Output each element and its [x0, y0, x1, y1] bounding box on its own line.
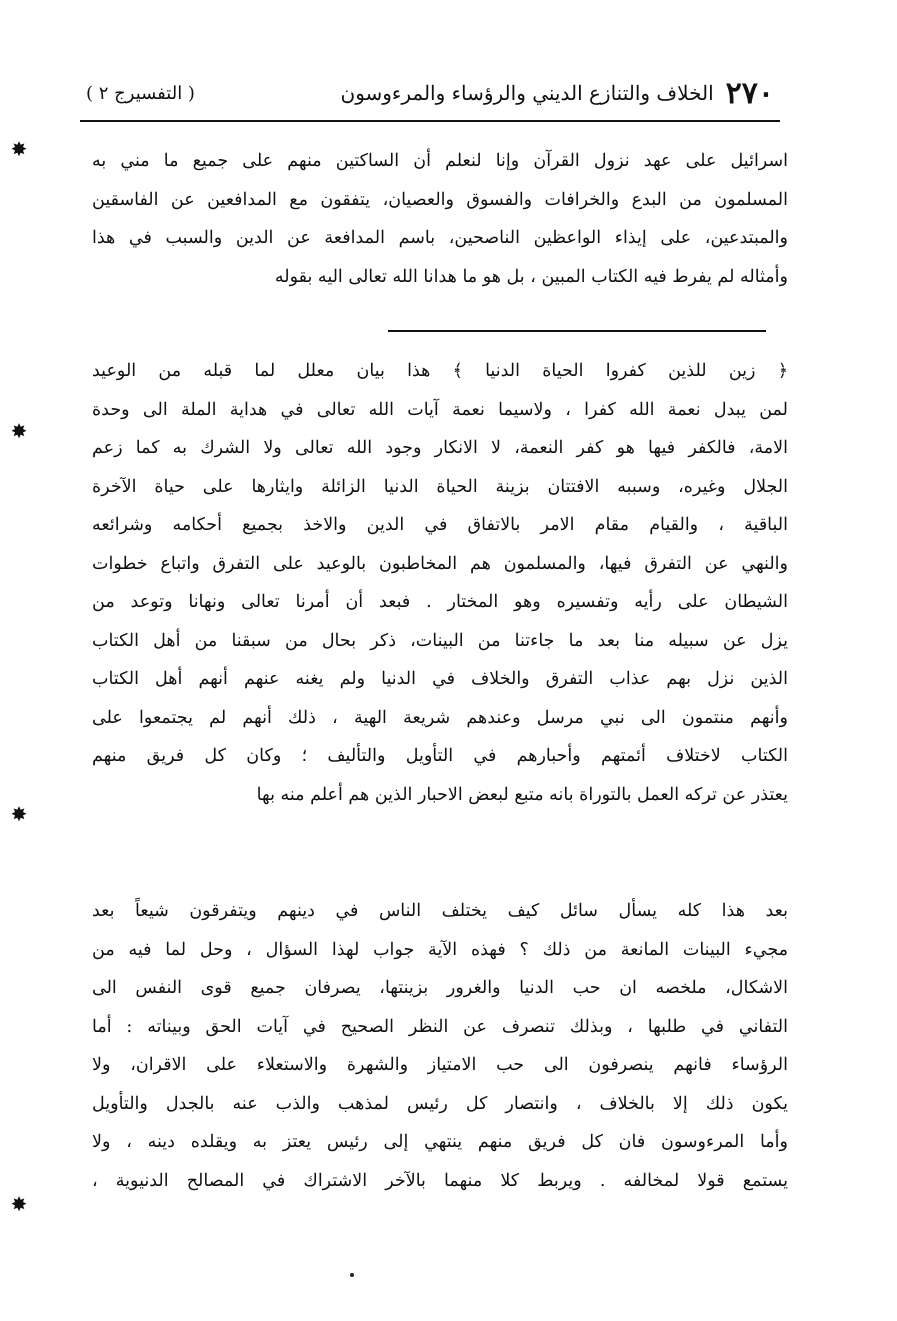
- running-title: الخلاف والتنازع الديني والرؤساء والمرءوسون: [340, 81, 714, 105]
- text-line: الاشكال، ملخصه ان حب الدنيا والغرور بزينتها، يصرفان جميع قوى النفس الى: [92, 978, 788, 998]
- paragraph-1: [92, 142, 788, 296]
- text-line: اسرائيل على عهد نزول القرآن وإنا لنعلم أن الساكتين منهم على جميع ما مني به: [92, 151, 788, 171]
- text-line: المسلمون من البدع والخرافات والفسوق والعصيان، يتفقون مع المدافعين عن الفاسقين: [92, 189, 788, 210]
- page-number: ٢٧٠: [725, 75, 774, 111]
- text-line: يعتذر عن تركه العمل بالتوراة بانه متبع لبعض الاحبار الذين هم أعلم منه بها: [256, 784, 788, 805]
- text-line: مجيء البينات المانعة من ذلك ؟ فهذه الآية جواب لهذا السؤال ، وحل لما فيه من: [92, 939, 788, 960]
- binding-hole-mark-icon: ✸: [10, 137, 28, 161]
- text-line: الرؤساء فانهم ينصرفون الى حب الامتياز والشهرة والاستعلاء على الاقران، ولا: [92, 1055, 788, 1075]
- scan-speck: [350, 1273, 354, 1277]
- text-line: والمبتدعين، على إيذاء الواعظين الناصحين، باسم المدافعة عن الدين والسبب في هذا: [92, 228, 788, 248]
- text-line: لمن يبدل نعمة الله كفرا ، ولاسيما نعمة آيات الله تعالى في هداية الملة الى وحدة: [92, 399, 788, 420]
- text-line: الجلال وغيره، وسببه الافتتان بزينة الحياة الدنيا الزائلة وايثارها على حياة الآخرة: [92, 476, 788, 497]
- paragraph-3: [92, 892, 788, 1200]
- page-header: [80, 70, 780, 122]
- binding-hole-mark-icon: ✸: [10, 419, 28, 443]
- text-line: وأنهم منتمون الى نبي مرسل وعندهم شريعة الهية ، ذلك أنهم لم يجتمعوا على: [92, 707, 788, 728]
- text-line: وأما المرءوسون فان كل فريق منهم ينتهي إلى رئيس يعتز به ويقلده دينه ، ولا: [92, 1132, 788, 1152]
- section-separator: [388, 330, 766, 332]
- text-line: الشيطان على رأيه وتفسيره وهو المختار . فبعد أن أمرنا تعالى ونهانا وتوعد من: [92, 592, 788, 612]
- text-line: الامة، فالكفر فيها هو كفر النعمة، لا الانكار وجود الله تعالى ولا الشرك به كما زعم: [92, 438, 788, 458]
- text-line: الكتاب لاختلاف أئمتهم وأحبارهم في التأويل والتأليف ؛ وكان كل فريق منهم: [92, 746, 788, 766]
- text-line: الباقية ، والقيام مقام الامر بالاتفاق في الدين والاخذ بجميع أحكامه وشرائعه: [92, 515, 788, 535]
- text-line: يزل عن سبيله منا بعد ما جاءتنا من البينات، ذكر بحال من سبقنا من أهل الكتاب: [92, 630, 788, 651]
- text-line: يكون ذلك إلا بالخلاف ، وانتصار كل رئيس لمذهب والذب عنه بالجدل والتأويل: [92, 1093, 788, 1114]
- text-line: وأمثاله لم يفرط فيه الكتاب المبين ، بل هو ما هدانا الله تعالى اليه بقوله: [274, 266, 788, 287]
- text-line: والنهي عن التفرق فيها، والمسلمون هم المخاطبون بالوعيد على التفرق واتباع خطوات: [92, 553, 788, 574]
- paragraph-2: [92, 352, 788, 814]
- binding-hole-mark-icon: ✸: [10, 802, 28, 826]
- text-line: التفاني في طلبها ، وبذلك تنصرف عن النظر الصحيح في آيات الحق وبيناته : أما: [92, 1016, 788, 1037]
- text-line: بعد هذا كله يسأل سائل كيف يختلف الناس في دينهم ويتفرقون شيعاً بعد: [92, 901, 788, 921]
- binding-hole-mark-icon: ✸: [10, 1192, 28, 1216]
- volume-reference: ( التفسيرج ٢ ): [86, 82, 195, 104]
- text-line: يستمع قولا لمخالفه . ويربط كلا منهما بالآخر الاشتراك في المصالح الدنيوية ،: [92, 1170, 788, 1191]
- text-line: ﴿ زين للذين كفروا الحياة الدنيا ﴾ هذا بيان معلل لما قبله من الوعيد: [92, 361, 788, 381]
- text-line: الذين نزل بهم عذاب التفرق والخلاف في الدنيا ولم يغنه عنهم أنهم أهل الكتاب: [92, 669, 788, 689]
